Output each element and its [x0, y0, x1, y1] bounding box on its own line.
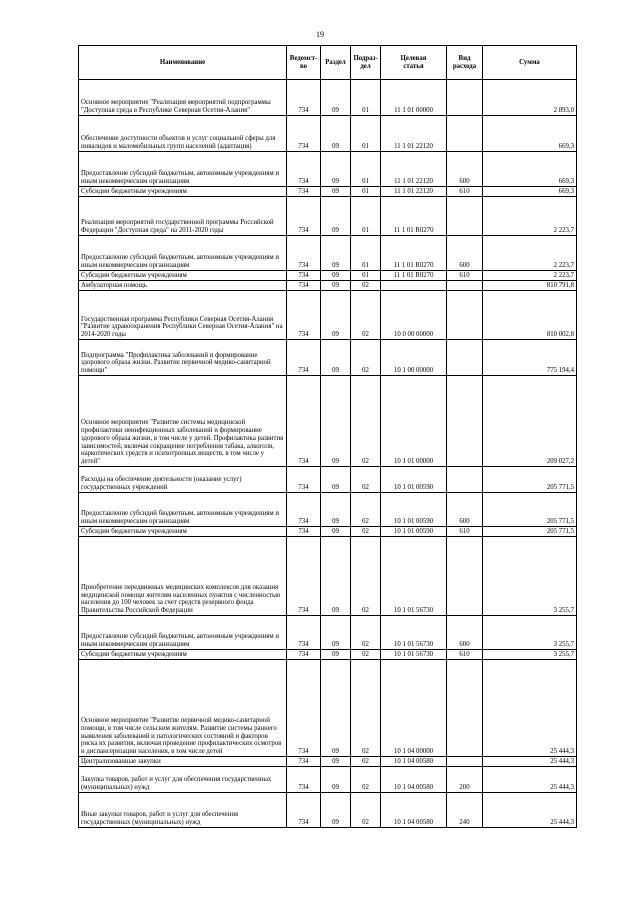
cell-code: 10 1 04 00580 [381, 767, 447, 793]
cell-sum: 205 771,5 [483, 527, 577, 537]
cell-sum: 810 791,8 [483, 281, 577, 291]
cell-code: 10 1 01 56730 [381, 650, 447, 660]
cell-name: Централизованные закупки [79, 757, 287, 767]
table-row [79, 467, 577, 493]
table-row [79, 793, 577, 828]
cell-dept: 734 [287, 376, 321, 467]
cell-section: 09 [321, 187, 351, 197]
cell-type [447, 467, 483, 493]
table-row [79, 767, 577, 793]
cell-sum: 669,3 [483, 152, 577, 187]
header-section: Раздел [321, 46, 351, 80]
table-row [79, 116, 577, 152]
table-row [79, 376, 577, 467]
cell-dept: 734 [287, 650, 321, 660]
cell-subsection: 02 [351, 467, 381, 493]
table-row [79, 493, 577, 527]
cell-subsection: 02 [351, 793, 381, 828]
cell-section: 09 [321, 757, 351, 767]
cell-type [447, 757, 483, 767]
cell-subsection: 02 [351, 537, 381, 616]
cell-subsection: 01 [351, 197, 381, 236]
cell-sum: 25 444,3 [483, 757, 577, 767]
table-row [79, 660, 577, 757]
table-row [79, 187, 577, 197]
cell-dept: 734 [287, 152, 321, 187]
cell-section: 09 [321, 660, 351, 757]
cell-name: Субсидии бюджетным учреждениям [79, 527, 287, 537]
cell-type [447, 116, 483, 152]
cell-sum: 2 893,0 [483, 80, 577, 116]
cell-sum: 2 223,7 [483, 236, 577, 271]
cell-sum: 209 027,2 [483, 376, 577, 467]
table-row [79, 281, 577, 291]
table-row [79, 271, 577, 281]
cell-subsection: 02 [351, 281, 381, 291]
cell-dept: 734 [287, 493, 321, 527]
cell-section: 09 [321, 493, 351, 527]
cell-sum: 810 002,8 [483, 291, 577, 340]
cell-code: 10 1 01 00590 [381, 527, 447, 537]
cell-type: 610 [447, 650, 483, 660]
cell-name: Подпрограмма "Профилактика заболеваний и формирование здорового образа жизни. Развитие первичной медико-санитарной помощи" [79, 340, 287, 376]
cell-type: 600 [447, 236, 483, 271]
header-sum: Сумма [483, 46, 577, 80]
cell-sum: 205 771,5 [483, 467, 577, 493]
cell-sum: 3 255,7 [483, 616, 577, 650]
cell-sum: 669,3 [483, 187, 577, 197]
table-row [79, 650, 577, 660]
cell-type: 600 [447, 493, 483, 527]
cell-dept: 734 [287, 767, 321, 793]
cell-name: Основное мероприятие "Развитие системы медицинской профилактики неинфекционных заболеваний и формирование здорового образа жизни, в том числе у детей. Профилактика развития зависимостей, включая сокращение потребления табака, алкоголя, наркотических средств и психотропных веществ, в том числе у детей" [79, 376, 287, 467]
cell-section: 09 [321, 616, 351, 650]
table-header-row [79, 46, 577, 80]
table-row [79, 236, 577, 271]
cell-dept: 734 [287, 80, 321, 116]
cell-section: 09 [321, 376, 351, 467]
cell-name: Реализация мероприятий государственной программы Российской Федерации "Доступная среда" на 2011-2020 годы [79, 197, 287, 236]
cell-subsection: 02 [351, 616, 381, 650]
table-row [79, 757, 577, 767]
cell-code: 10 1 04 00580 [381, 793, 447, 828]
cell-code: 10 1 04 00000 [381, 660, 447, 757]
cell-code: 11 1 01 R0270 [381, 236, 447, 271]
header-subsection: Подраз- дел [351, 46, 381, 80]
cell-name: Амбулаторная помощь [79, 281, 287, 291]
cell-dept: 734 [287, 116, 321, 152]
cell-section: 09 [321, 281, 351, 291]
header-type: Вид расхода [447, 46, 483, 80]
cell-type [447, 376, 483, 467]
cell-name: Основное мероприятие "Развитие первичной медико-санитарной помощи, в том числе сельским жителям. Развитие системы раннего выявления заболеваний и патологических состояний и факторов риска их развития, включая проведение профилактических осмотров и диспансеризации населения, в том числе детей [79, 660, 287, 757]
cell-code: 11 1 01 22120 [381, 187, 447, 197]
header-code: Целевая статья [381, 46, 447, 80]
cell-dept: 734 [287, 757, 321, 767]
table-row [79, 291, 577, 340]
cell-type [447, 340, 483, 376]
cell-code: 10 1 01 00590 [381, 467, 447, 493]
cell-subsection: 02 [351, 660, 381, 757]
table-row [79, 527, 577, 537]
cell-section: 09 [321, 236, 351, 271]
cell-subsection: 01 [351, 80, 381, 116]
cell-subsection: 02 [351, 340, 381, 376]
cell-type [447, 281, 483, 291]
cell-sum: 775 194,4 [483, 340, 577, 376]
cell-dept: 734 [287, 467, 321, 493]
table-row [79, 537, 577, 616]
table-row [79, 152, 577, 187]
table-row [79, 80, 577, 116]
cell-section: 09 [321, 527, 351, 537]
cell-sum: 205 771,5 [483, 493, 577, 527]
cell-dept: 734 [287, 527, 321, 537]
cell-section: 09 [321, 340, 351, 376]
cell-section: 09 [321, 291, 351, 340]
cell-name: Обеспечение доступности объектов и услуг социальной сферы для инвалидов и маломобильных групп населений (адаптация) [79, 116, 287, 152]
cell-code: 10 1 01 00000 [381, 376, 447, 467]
cell-dept: 734 [287, 537, 321, 616]
page-number: 19 [316, 30, 324, 39]
cell-dept: 734 [287, 291, 321, 340]
cell-type: 200 [447, 767, 483, 793]
cell-subsection: 02 [351, 767, 381, 793]
cell-sum: 3 255,7 [483, 537, 577, 616]
table-row [79, 197, 577, 236]
cell-name: Закупка товаров, работ и услуг для обеспечения государственных (муниципальных) нужд [79, 767, 287, 793]
cell-section: 09 [321, 152, 351, 187]
cell-section: 09 [321, 650, 351, 660]
cell-dept: 734 [287, 793, 321, 828]
cell-name: Иные закупки товаров, работ и услуг для обеспечения государственных (муниципальных) нужд [79, 793, 287, 828]
cell-section: 09 [321, 767, 351, 793]
cell-code: 10 0 00 00000 [381, 291, 447, 340]
cell-dept: 734 [287, 271, 321, 281]
cell-subsection: 02 [351, 650, 381, 660]
cell-type [447, 80, 483, 116]
cell-section: 09 [321, 793, 351, 828]
cell-name: Субсидии бюджетным учреждениям [79, 650, 287, 660]
cell-type: 610 [447, 187, 483, 197]
cell-name: Государственная программа Республики Северная Осетия-Алания "Развитие здравоохранения Республики Северная Осетия-Алания" на 2014-2020 годы [79, 291, 287, 340]
cell-type: 610 [447, 527, 483, 537]
cell-type [447, 291, 483, 340]
cell-dept: 734 [287, 187, 321, 197]
cell-subsection: 01 [351, 271, 381, 281]
cell-type [447, 660, 483, 757]
cell-sum: 2 223,7 [483, 197, 577, 236]
cell-section: 09 [321, 271, 351, 281]
cell-type: 600 [447, 616, 483, 650]
cell-sum: 2 223,7 [483, 271, 577, 281]
cell-dept: 734 [287, 340, 321, 376]
cell-code: 11 1 01 22120 [381, 116, 447, 152]
cell-code: 10 1 01 00590 [381, 493, 447, 527]
cell-type [447, 537, 483, 616]
cell-code: 10 1 00 00000 [381, 340, 447, 376]
cell-code: 11 1 01 R0270 [381, 197, 447, 236]
cell-dept: 734 [287, 236, 321, 271]
cell-name: Предоставление субсидий бюджетным, автономным учреждениям и иным некоммерческим организациям [79, 616, 287, 650]
cell-sum: 25 444,3 [483, 793, 577, 828]
budget-table [78, 45, 577, 828]
cell-type [447, 197, 483, 236]
cell-type: 600 [447, 152, 483, 187]
header-dept: Ведомст- во [287, 46, 321, 80]
cell-section: 09 [321, 80, 351, 116]
cell-subsection: 01 [351, 187, 381, 197]
cell-subsection: 01 [351, 152, 381, 187]
cell-dept: 734 [287, 616, 321, 650]
cell-dept: 734 [287, 281, 321, 291]
cell-section: 09 [321, 537, 351, 616]
cell-subsection: 01 [351, 236, 381, 271]
table-row [79, 616, 577, 650]
cell-dept: 734 [287, 660, 321, 757]
cell-sum: 25 444,3 [483, 767, 577, 793]
cell-dept: 734 [287, 197, 321, 236]
cell-name: Субсидии бюджетным учреждениям [79, 187, 287, 197]
cell-code [381, 281, 447, 291]
cell-type: 240 [447, 793, 483, 828]
cell-section: 09 [321, 197, 351, 236]
cell-code: 11 1 01 22120 [381, 152, 447, 187]
cell-subsection: 02 [351, 493, 381, 527]
cell-type: 610 [447, 271, 483, 281]
table-row [79, 340, 577, 376]
cell-code: 10 1 01 56730 [381, 616, 447, 650]
cell-code: 10 1 01 56730 [381, 537, 447, 616]
cell-subsection: 01 [351, 116, 381, 152]
cell-code: 11 1 01 R0270 [381, 271, 447, 281]
cell-subsection: 02 [351, 376, 381, 467]
cell-name: Предоставление субсидий бюджетным, автономным учреждениям и иным некоммерческим организациям [79, 236, 287, 271]
cell-section: 09 [321, 467, 351, 493]
table-body [79, 80, 577, 828]
cell-sum: 25 444,3 [483, 660, 577, 757]
cell-name: Приобретение передвижных медицинских комплексов для оказания медицинской помощи жителям населенных пунктов с численностью населения до 100 человек за счет средств резервного фонда Правительства Российской Федерации [79, 537, 287, 616]
cell-name: Предоставление субсидий бюджетным, автономным учреждениям и иным некоммерческим организациям [79, 493, 287, 527]
cell-section: 09 [321, 116, 351, 152]
cell-code: 11 1 01 00000 [381, 80, 447, 116]
cell-sum: 669,3 [483, 116, 577, 152]
cell-subsection: 02 [351, 291, 381, 340]
cell-name: Субсидии бюджетным учреждениям [79, 271, 287, 281]
cell-sum: 3 255,7 [483, 650, 577, 660]
cell-name: Расходы на обеспечение деятельности (оказание услуг) государственных учреждений [79, 467, 287, 493]
cell-subsection: 02 [351, 527, 381, 537]
cell-name: Предоставление субсидий бюджетным, автономным учреждениям и иным некоммерческим организациям [79, 152, 287, 187]
cell-name: Основное мероприятие "Реализация мероприятий подпрограммы "Доступная среда в Республике Северная Осетия-Алания" [79, 80, 287, 116]
cell-code: 10 1 04 00580 [381, 757, 447, 767]
cell-subsection: 02 [351, 757, 381, 767]
header-name: Наименование [79, 46, 287, 80]
